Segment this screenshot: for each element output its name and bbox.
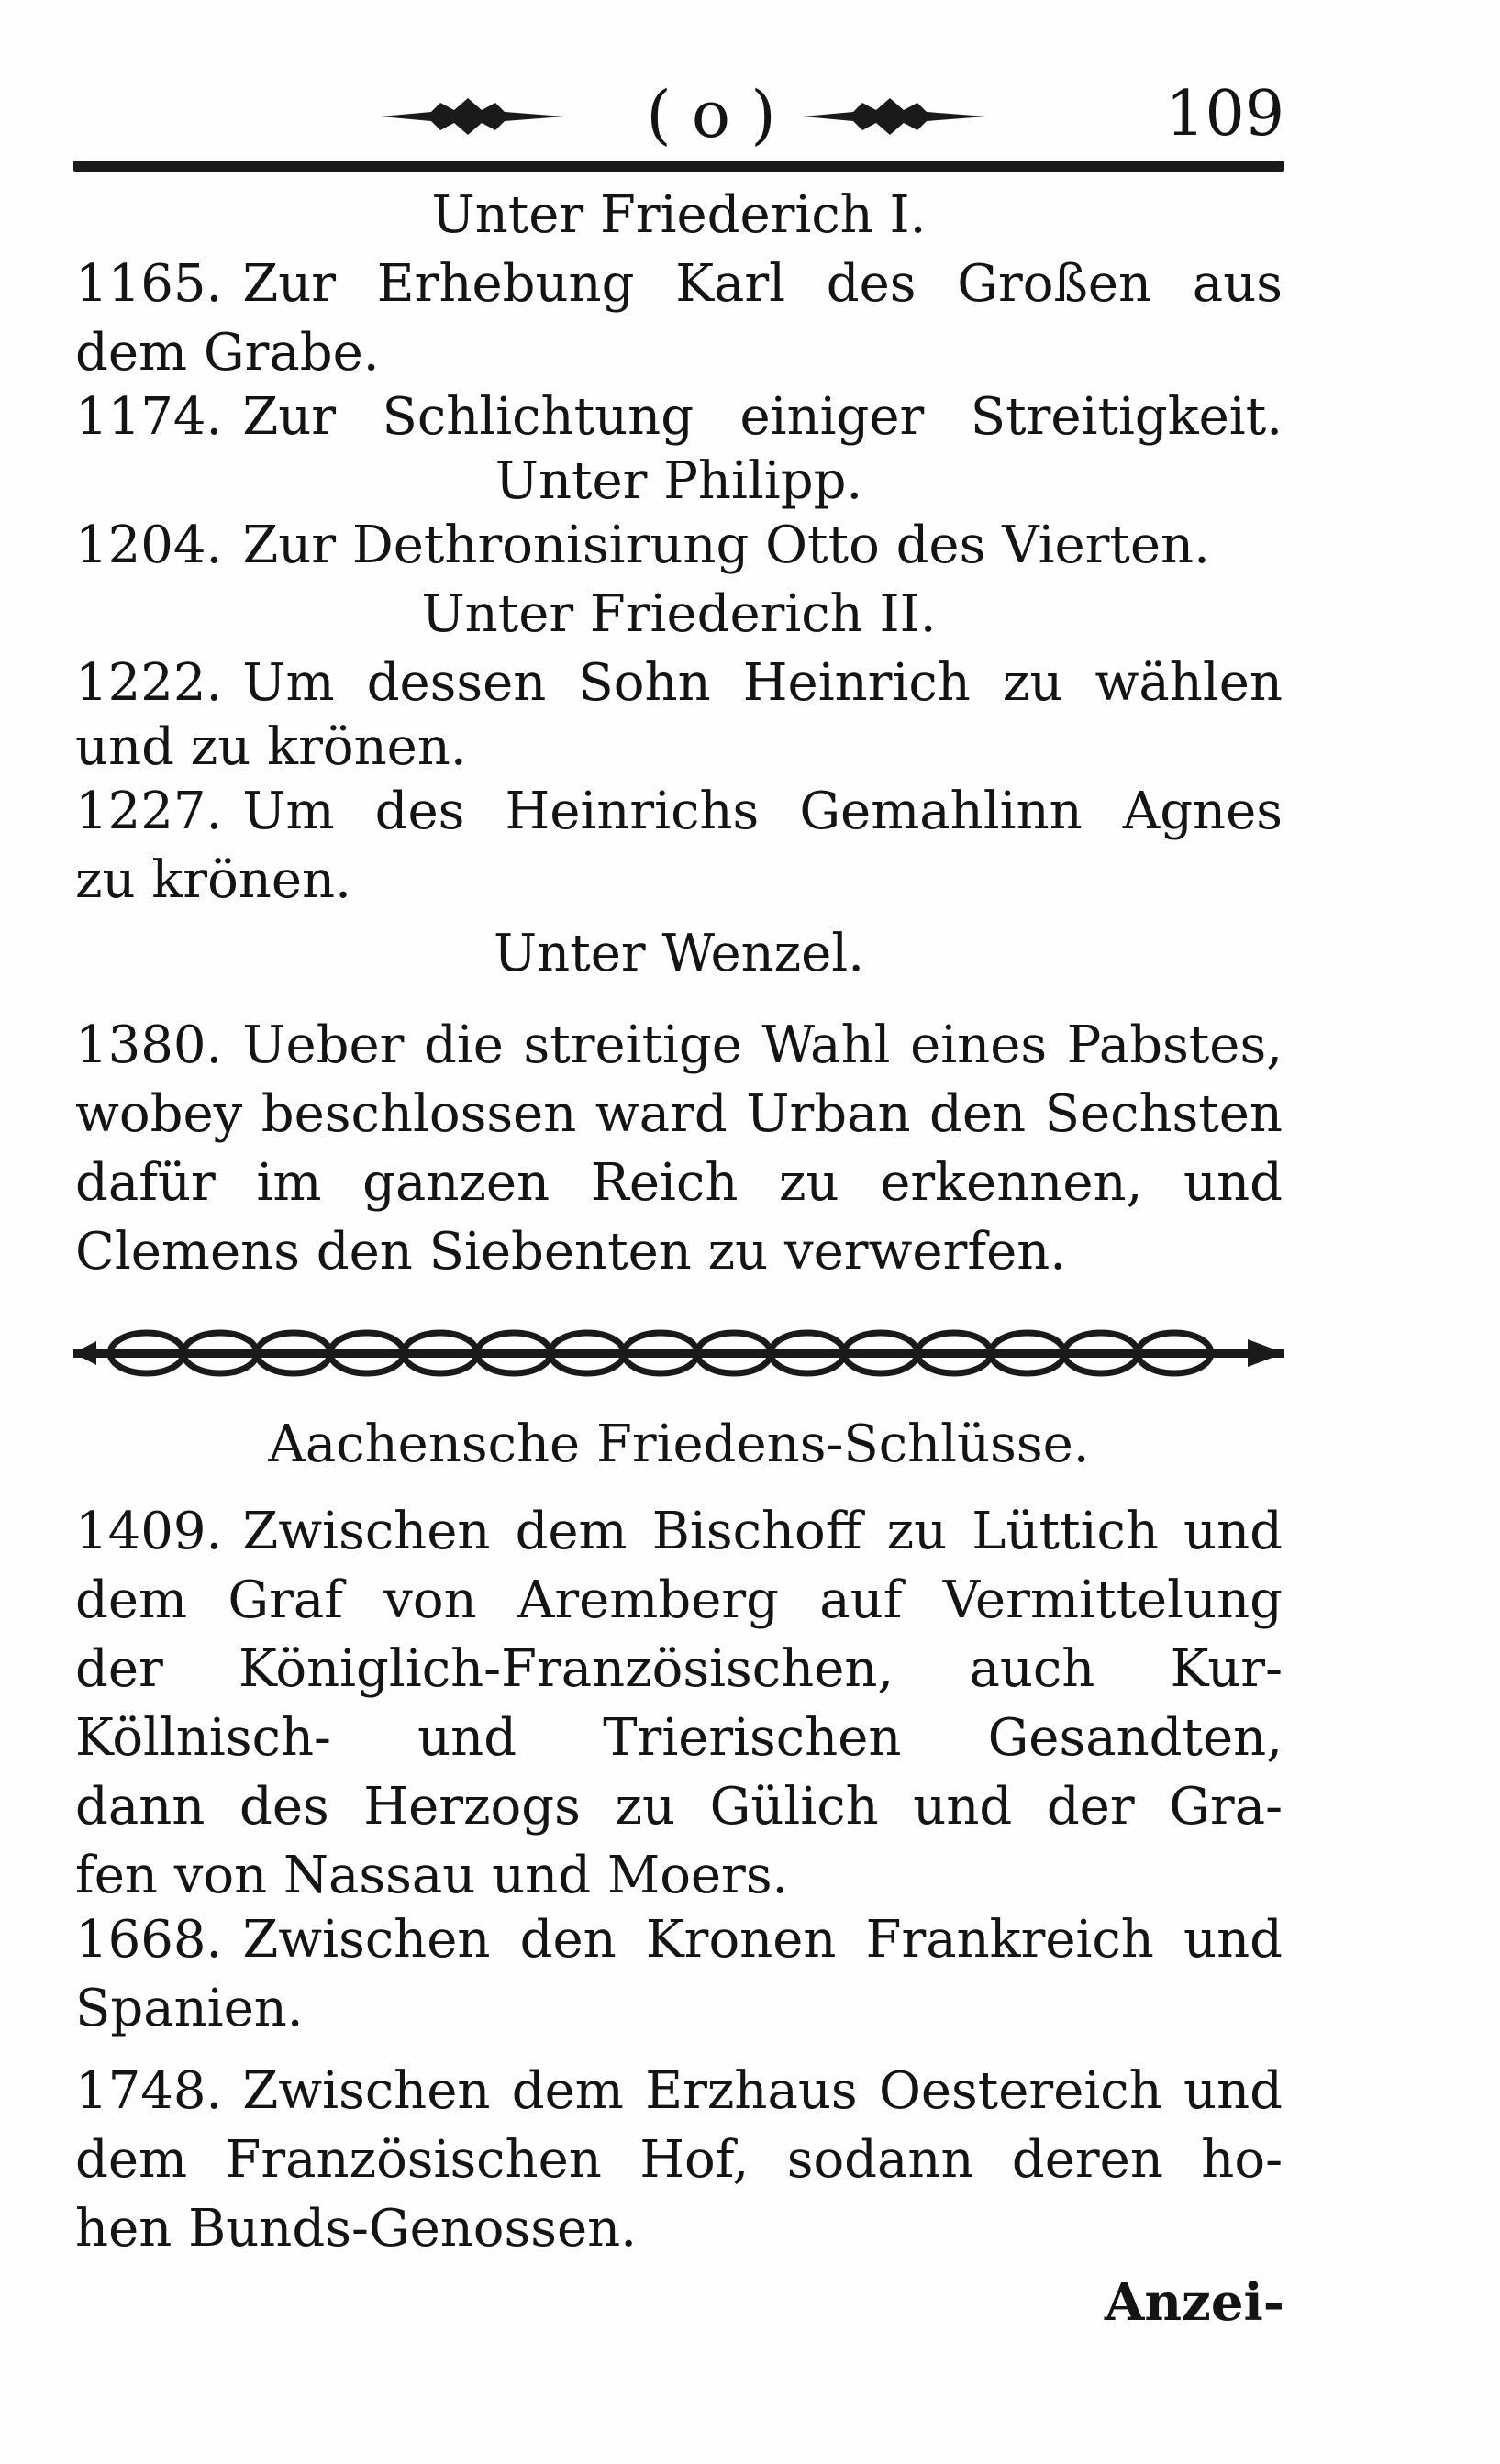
heading-friederich-ii: Unter Friederich II. — [421, 584, 937, 644]
entry-line: Spanien. — [75, 1979, 304, 2038]
entry-line: dafür im ganzen Reich zu erkennen, und — [75, 1153, 1283, 1213]
entry-line: 1380. Ueber die streitige Wahl eines Pabstes, — [75, 1016, 1283, 1075]
entry-line: der Königlich-Französischen, auch Kur- — [75, 1639, 1283, 1699]
entry-line: 1748. Zwischen dem Erzhaus Oestereich und — [75, 2061, 1283, 2121]
signature-mark: ( o ) — [646, 77, 776, 152]
entry-line: und zu krönen. — [75, 717, 467, 777]
entry-line: hen Bunds-Genossen. — [75, 2199, 638, 2259]
entry-line: 1222. Um dessen Sohn Heinrich zu wählen — [75, 653, 1283, 713]
heading-wenzel: Unter Wenzel. — [493, 924, 865, 983]
entry-line: Köllnisch- und Trierischen Gesandten, — [75, 1708, 1283, 1768]
entry-line: wobey beschlossen ward Urban den Sechsten — [75, 1084, 1283, 1144]
entry-line: dann des Herzogs zu Gülich und der Gra- — [75, 1777, 1283, 1837]
entry-line: 1668. Zwischen den Kronen Frankreich und — [75, 1910, 1283, 1970]
header-ornament-right — [798, 94, 991, 139]
entry-line: dem Französischen Hof, sodann deren ho- — [75, 2130, 1283, 2190]
heading-friederich-i: Unter Friederich I. — [431, 185, 927, 245]
ornamental-divider — [73, 1321, 1284, 1385]
entry-line: 1165. Zur Erhebung Karl des Großen aus — [75, 254, 1283, 314]
section-title-aachen: Aachensche Friedens-Schlüsse. — [268, 1415, 1090, 1474]
entry-line: dem Grabe. — [75, 323, 380, 383]
entry-line: fen von Nassau und Moers. — [75, 1846, 789, 1905]
catchword: Anzei- — [1104, 2272, 1284, 2333]
header-rule — [73, 161, 1284, 172]
header-ornament-left — [376, 94, 569, 139]
entry-line: 1174. Zur Schlichtung einiger Streitigkeit. — [75, 387, 1283, 447]
entry-line: dem Graf von Aremberg auf Vermittelung — [75, 1571, 1283, 1630]
entry-line: 1409. Zwischen dem Bischoff zu Lüttich und — [75, 1502, 1283, 1561]
entry-line: 1204. Zur Dethronisirung Otto des Vierten. — [75, 516, 1210, 575]
entry-line: Clemens den Siebenten zu verwerfen. — [75, 1222, 1067, 1282]
heading-philipp: Unter Philipp. — [494, 451, 863, 511]
page-number: 109 — [1165, 78, 1284, 150]
page-header — [73, 73, 1284, 156]
entry-line: 1227. Um des Heinrichs Gemahlinn Agnes — [75, 782, 1283, 841]
entry-line: zu krönen. — [75, 850, 351, 910]
